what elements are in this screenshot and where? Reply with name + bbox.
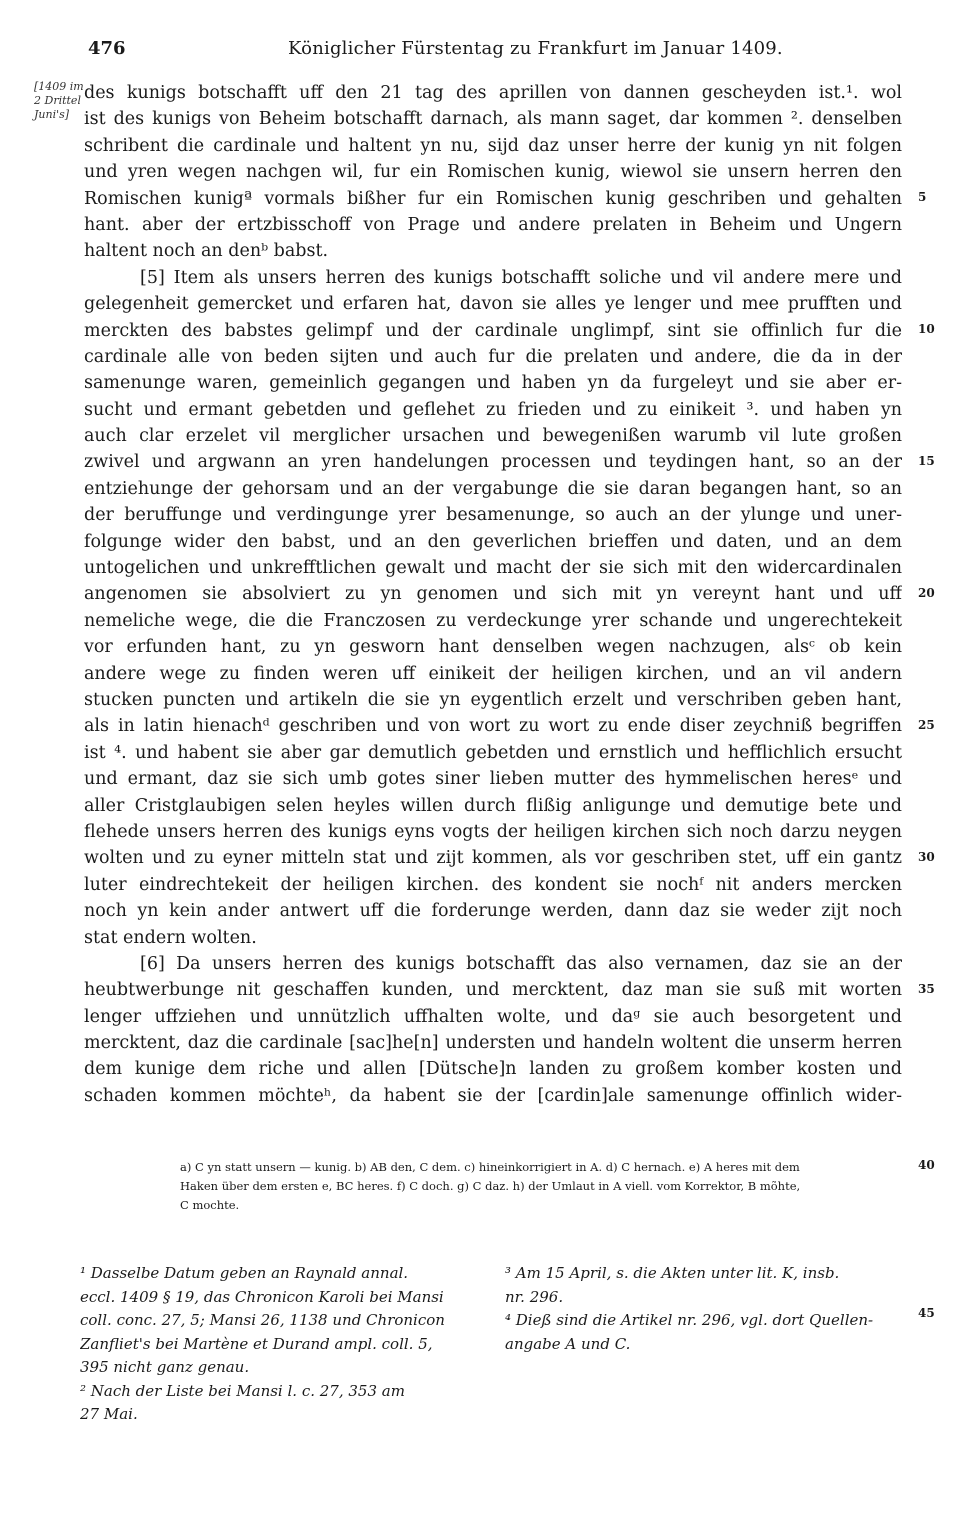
- text-line: ist ⁴. und habent sie aber gar demutlich gebetden und ernstlich und hefflichlich ersucht: [84, 742, 902, 763]
- text-line: vor erfunden hant, zu yn gesworn hant denselben wegen nachzugen, alsᶜ ob kein: [84, 637, 902, 658]
- text-line: dem kunige dem riche und allen [Dütsche]n landen zu großem komber kosten und: [84, 1059, 902, 1080]
- main-text: [84, 80, 902, 1109]
- text-line: der beruffunge und verdingunge yrer besamenunge, so auch an der ylunge und uner-: [84, 505, 902, 526]
- text-line: entziehunge der gehorsam und an der vergabunge die sie daran begangen hant, so an: [84, 478, 902, 499]
- text-line: wolten und zu eyner mitteln stat und zijt kommen, als vor geschriben stet, uff ein gantz: [84, 848, 902, 869]
- text-line: zwivel und argwann an yren handelungen processen und teydingen hant, so an der: [84, 452, 902, 473]
- line-number: 35: [918, 982, 935, 996]
- text-line: als in latin hienachᵈ geschriben und von wort zu wort zu ende diser zeychniß begriffen: [84, 716, 902, 737]
- text-line: aller Cristglaubigen selen heyles willen durch flißig anligunge und demutige bete und: [84, 795, 902, 816]
- footnote-line: ⁴ Dieß sind die Artikel nr. 296, vgl. dort Quellen-: [505, 1311, 874, 1329]
- footnote-line: ¹ Dasselbe Datum geben an Raynald annal.: [80, 1264, 409, 1282]
- text-line: und yren wegen nachgen wil, fur ein Romischen kunig, wiewol sie unsern herren den: [84, 162, 902, 183]
- text-line: samenunge waren, gemeinlich gegangen und haben yn da furgeleyt und sie aber er-: [84, 373, 902, 394]
- text-line: schaden kommen möchteʰ, da habent sie der [cardin]ale samenunge offinlich wider-: [84, 1085, 902, 1106]
- text-line: noch yn kein ander antwert uff die forderunge werden, dann daz sie weder zijt noch: [84, 901, 902, 922]
- apparatus-line: C mochte.: [180, 1198, 240, 1212]
- text-line: andere wege zu finden weren uff einikeit der heiligen kirchen, und an vil andern: [84, 663, 902, 684]
- footnote-line: ² Nach der Liste bei Mansi l. c. 27, 353 am: [80, 1381, 405, 1400]
- text-line: lenger uffziehen und unnützlich uffhalten wolte, und daᵍ sie auch besorgetent und: [84, 1006, 902, 1027]
- text-line: hant. aber der ertzbisschoff von Prage und andere prelaten in Beheim und Ungern: [84, 214, 902, 235]
- text-line: [6] Da unsers herren des kunigs botschafft das also vernamen, daz sie an der: [140, 953, 902, 974]
- footnotes-right-column: [505, 1262, 905, 1356]
- line-number: 10: [918, 322, 935, 336]
- footnote-line: angabe A und C.: [505, 1334, 631, 1353]
- text-line: ist des kunigs von Beheim botschafft darnach, als mann saget, dar kommen ². denselben: [84, 109, 902, 130]
- line-number: 5: [918, 190, 927, 204]
- footnote-line: nr. 296.: [505, 1287, 564, 1306]
- text-line: nemeliche wege, die die Franczosen zu verdeckunge yrer schande und ungerechtekeit: [84, 610, 902, 631]
- footnote-line: ³ Am 15 April, s. die Akten unter lit. K, insb.: [505, 1264, 840, 1282]
- text-line: angenomen sie absolviert zu yn genomen und sich mit yn vereynt hant und uff: [84, 584, 902, 605]
- footnote-line: coll. conc. 27, 5; Mansi 26, 1138 und Chronicon: [80, 1311, 445, 1329]
- text-line: flehede unsers herren des kunigs eyns vogts der heiligen kirchen sich noch darzu neygen: [84, 821, 902, 842]
- line-number: 30: [918, 850, 935, 864]
- margin-note: [1409 im 2 Drittel Juni's]: [34, 80, 84, 121]
- text-line: folgunge wider den babst, und an den geverlichen brieffen und daten, und an dem: [84, 531, 902, 552]
- text-line: des kunigs botschafft uff den 21 tag des aprillen von dannen gescheyden ist.¹. wol: [84, 83, 902, 103]
- critical-apparatus: [180, 1158, 902, 1215]
- line-number: 15: [918, 454, 935, 468]
- footnote-line: 395 nicht ganz genau.: [80, 1358, 250, 1376]
- text-line: schribent die cardinale und haltent yn nu, sijd daz unser herre der kunig yn nit folgen: [84, 135, 902, 156]
- text-line: heubtwerbunge nit geschaffen kunden, und mercktent, daz man sie suß mit worten: [84, 980, 902, 1001]
- text-line: [5] Item als unsers herren des kunigs botschafft soliche und vil andere mere und: [140, 267, 902, 288]
- footnote-line: 27 Mai.: [80, 1405, 138, 1423]
- line-number: 40: [918, 1158, 935, 1172]
- text-line: luter eindrechtekeit der heiligen kirchen. des kondent sie nochᶠ nit anders mercken: [84, 874, 902, 895]
- text-line: stucken puncten und artikeln die sie yn eygentlich erzelt und verschriben geben hant,: [84, 689, 902, 710]
- footnotes-left-column: [80, 1262, 480, 1427]
- text-line: auch clar erzelet vil merglicher ursachen und bewegenißen warumb vil lute großen: [84, 426, 902, 447]
- text-line: stat endern wolten.: [84, 927, 257, 948]
- text-line: untogelichen und unkrefftlichen gewalt und macht der sie sich mit den widercardinalen: [84, 558, 902, 579]
- line-number: 25: [918, 718, 935, 732]
- page-number: 476: [88, 38, 126, 59]
- text-line: merckten des babstes gelimpf und der cardinale unglimpf, sint sie offinlich fur die: [84, 320, 902, 341]
- line-number: 20: [918, 586, 935, 600]
- page-header: [88, 38, 900, 62]
- running-title: Königlicher Fürstentag zu Frankfurt im Januar 1409.: [288, 38, 783, 59]
- text-line: haltent noch an denᵇ babst.: [84, 241, 329, 262]
- apparatus-line: Haken über dem ersten e, BC heres. f) C doch. g) C daz. h) der Umlaut in A viell. vom Korrektor, B mõhte,: [180, 1179, 801, 1193]
- line-number: 45: [918, 1306, 935, 1320]
- footnote-line: eccl. 1409 § 19, das Chronicon Karoli bei Mansi: [80, 1287, 444, 1306]
- text-line: Romischen kunigª vormals bißher fur ein Romischen kunig geschriben und gehalten: [84, 188, 902, 209]
- text-line: und ermant, daz sie sich umb gotes siner lieben mutter des hymmelischen heresᵉ und: [84, 769, 902, 790]
- footnote-line: Zanfliet's bei Martène et Durand ampl. coll. 5,: [80, 1334, 433, 1353]
- text-line: gelegenheit gemercket und erfaren hat, davon sie alles ye lenger und mee prufften und: [84, 294, 902, 315]
- text-line: mercktent, daz die cardinale [sac]he[n] understen und handeln woltent die unserm herren: [84, 1033, 902, 1054]
- apparatus-line: a) C yn statt unsern — kunig. b) AB den, C dem. c) hineinkorrigiert in A. d) C hernach. e) A heres mit dem: [180, 1160, 800, 1174]
- text-line: cardinale alle von beden sijten und auch fur die prelaten und andere, die da in der: [84, 346, 902, 367]
- text-line: sucht und ermant gebetden und geflehet zu frieden und zu einikeit ³. und haben yn: [84, 399, 902, 420]
